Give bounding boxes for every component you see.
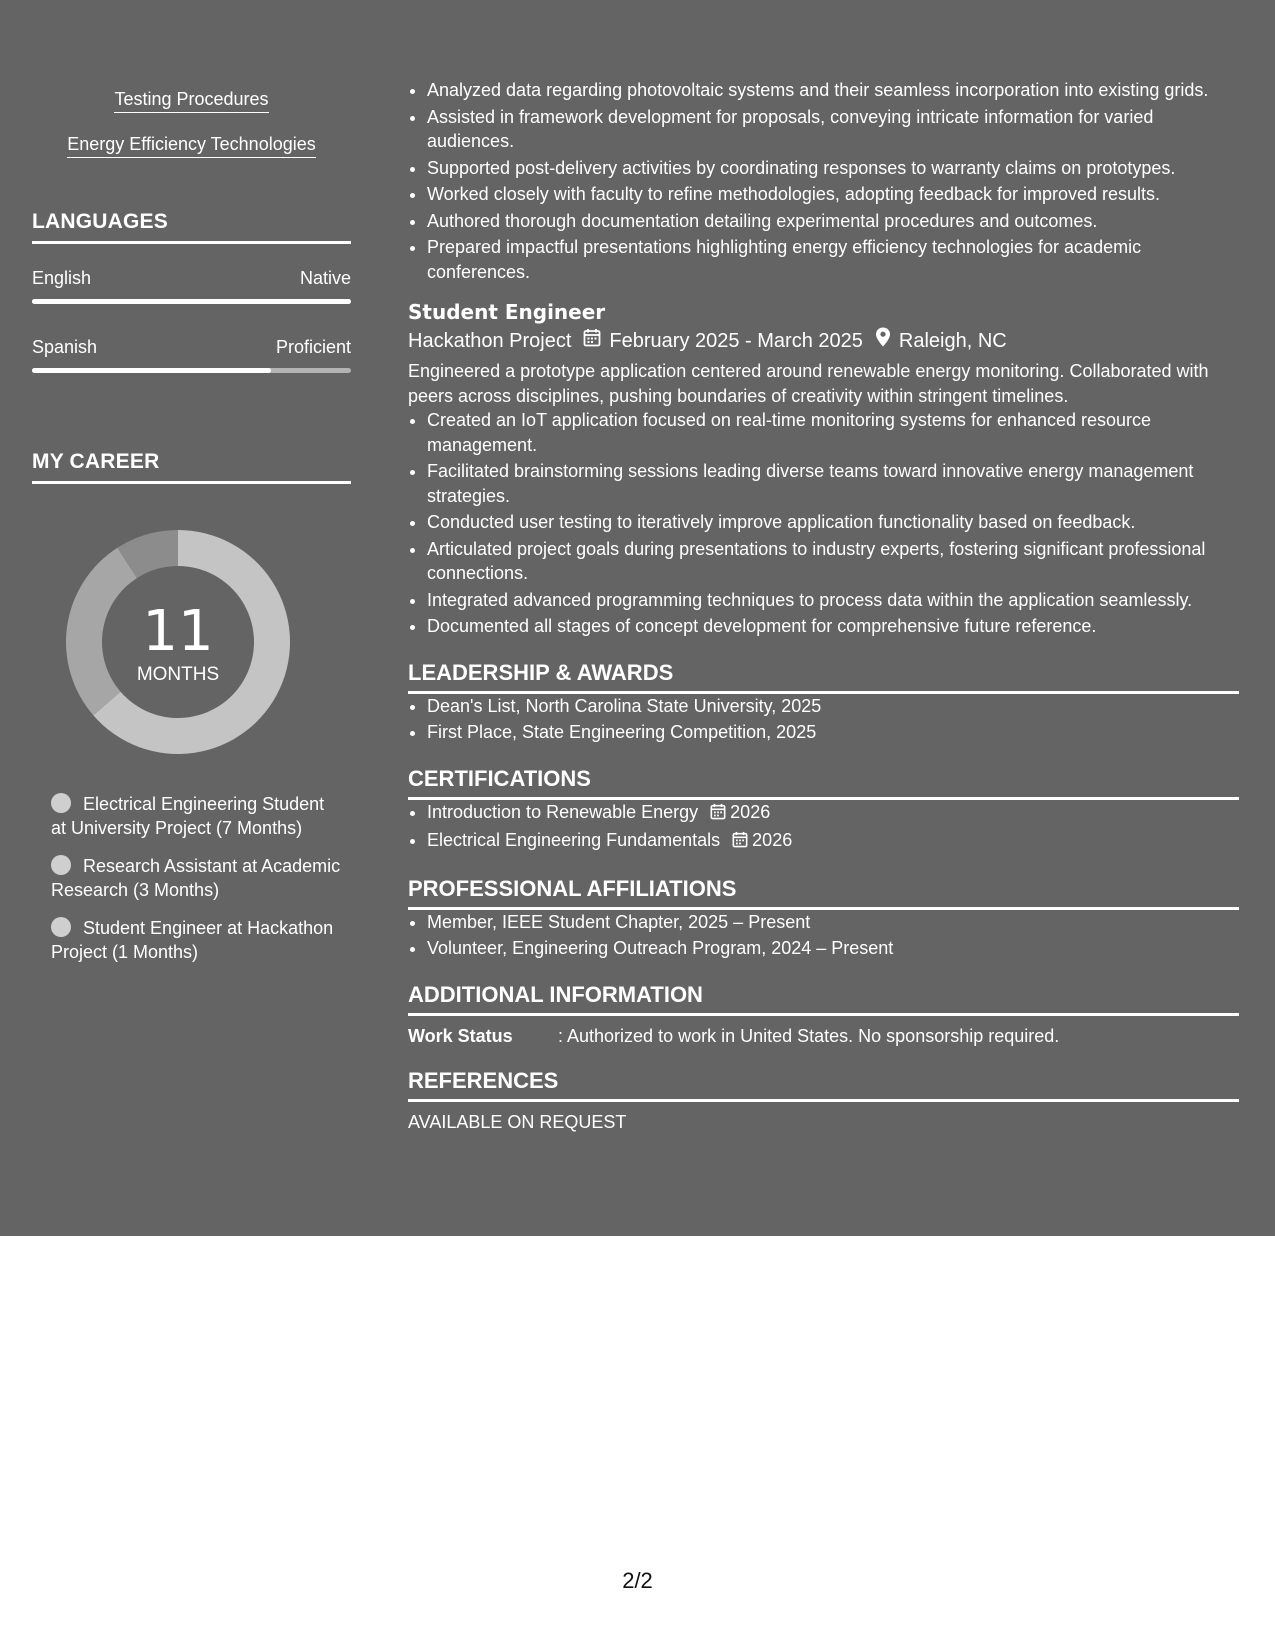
bullet-item: • Member, IEEE Student Chapter, 2025 – Present <box>427 910 1239 935</box>
language-level: Native <box>299 268 351 288</box>
skill-item: Testing Procedures <box>114 88 268 113</box>
bullet-item: • Integrated advanced programming techniques to process data within the application seamlessly. <box>427 588 1239 613</box>
donut-center <box>66 530 290 754</box>
references-heading: REFERENCES <box>408 1067 1239 1102</box>
legend-item <box>51 854 341 902</box>
certification-year: 2026 <box>730 801 771 822</box>
bullet-item: • Assisted in framework development for proposals, conveying intricate information for varied audiences. <box>427 105 1239 154</box>
language-item <box>32 268 351 304</box>
job-dates: February 2025 - March 2025 <box>609 330 863 352</box>
job-location: Raleigh, NC <box>898 330 1007 352</box>
right-column <box>408 78 1239 1133</box>
legend-item <box>51 916 341 964</box>
language-name: Spanish <box>32 337 98 357</box>
legend-label: Research Assistant at Academic Research (3 Months) <box>51 856 341 900</box>
career-heading: MY CAREER <box>32 450 351 484</box>
legend-dot-icon <box>51 917 71 937</box>
bullet-item: • Documented all stages of concept development for comprehensive future reference. <box>427 614 1239 639</box>
certification-name: Introduction to Renewable Energy <box>427 801 699 822</box>
references-text: AVAILABLE ON REQUEST <box>408 1111 627 1132</box>
skill-item: Energy Efficiency Technologies <box>67 133 315 158</box>
certification-year: 2026 <box>752 830 793 850</box>
calendar-icon <box>732 830 748 855</box>
certification-name: Electrical Engineering Fundamentals <box>427 830 721 850</box>
work-status-row <box>408 1026 1239 1047</box>
additional-heading: ADDITIONAL INFORMATION <box>408 981 1239 1016</box>
language-bar <box>32 368 351 373</box>
legend-item <box>51 792 341 840</box>
career-total-value: 11 <box>142 599 214 664</box>
bullet-item: • Prepared impactful presentations highlighting energy efficiency technologies for academic conferences. <box>427 235 1239 284</box>
legend-label: Electrical Engineering Student at University Project (7 Months) <box>51 794 325 838</box>
career-legend <box>51 792 341 978</box>
certifications-list <box>408 800 1239 855</box>
work-status-label: Work Status <box>408 1025 513 1046</box>
calendar-icon <box>710 802 726 827</box>
language-bar-fill <box>32 368 271 373</box>
language-bar-fill <box>32 299 351 304</box>
page-number: 2/2 <box>622 1568 653 1593</box>
leadership-list <box>408 694 1239 745</box>
bullet-item: • Created an IoT application focused on real-time monitoring systems for enhanced resource management. <box>427 408 1239 457</box>
calendar-icon <box>583 326 601 356</box>
certification-item <box>427 828 1239 855</box>
leadership-heading: LEADERSHIP & AWARDS <box>408 659 1239 694</box>
bullet-item: • Analyzed data regarding photovoltaic systems and their seamless incorporation into existing grids. <box>427 78 1239 103</box>
experience-bullets <box>408 78 1239 284</box>
job-meta <box>408 326 1239 356</box>
job-title: Student Engineer <box>408 300 606 324</box>
legend-dot-icon <box>51 855 71 875</box>
certification-item <box>427 800 1239 827</box>
affiliations-list <box>408 910 1239 961</box>
bullet-item: • Articulated project goals during presentations to industry experts, fostering significant professional connections. <box>427 537 1239 586</box>
language-name: English <box>32 268 92 288</box>
language-item <box>32 337 351 373</box>
work-status-value: : Authorized to work in United States. No sponsorship required. <box>558 1025 1060 1046</box>
bullet-item: • First Place, State Engineering Competition, 2025 <box>427 720 1239 745</box>
bullet-item: • Supported post-delivery activities by coordinating responses to warranty claims on prototypes. <box>427 156 1239 181</box>
job-company: Hackathon Project <box>408 330 572 352</box>
language-level: Proficient <box>275 337 351 357</box>
job-description: Engineered a prototype application centered around renewable energy monitoring. Collaborated with peers across disciplines, pushing boundaries of creativity within stringent timelines. <box>408 361 1209 406</box>
languages-heading: LANGUAGES <box>32 210 351 244</box>
bullet-item: • Worked closely with faculty to refine methodologies, adopting feedback for improved results. <box>427 182 1239 207</box>
language-bar <box>32 299 351 304</box>
location-pin-icon <box>875 326 891 356</box>
career-total-unit: MONTHS <box>136 664 220 685</box>
bullet-item: • Authored thorough documentation detailing experimental procedures and outcomes. <box>427 209 1239 234</box>
bullet-item: • Volunteer, Engineering Outreach Program, 2024 – Present <box>427 936 1239 961</box>
bullet-item: • Dean's List, North Carolina State University, 2025 <box>427 694 1239 719</box>
legend-label: Student Engineer at Hackathon Project (1 Months) <box>51 918 334 962</box>
bullet-item: • Facilitated brainstorming sessions leading diverse teams toward innovative energy management strategies. <box>427 459 1239 508</box>
career-donut-chart <box>66 530 290 754</box>
legend-dot-icon <box>51 793 71 813</box>
certifications-heading: CERTIFICATIONS <box>408 765 1239 800</box>
job-bullets <box>408 408 1239 639</box>
affiliations-heading: PROFESSIONAL AFFILIATIONS <box>408 875 1239 910</box>
bullet-item: • Conducted user testing to iteratively improve application functionality based on feedback. <box>427 510 1239 535</box>
